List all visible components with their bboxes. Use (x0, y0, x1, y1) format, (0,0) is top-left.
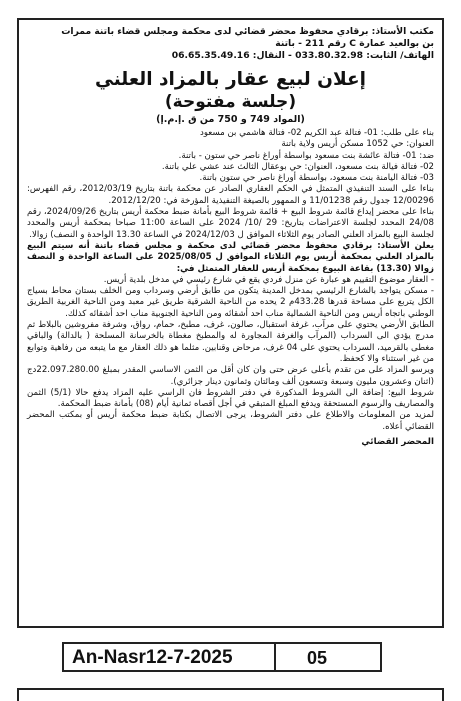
announcement-content (27, 26, 434, 620)
paragraph: 03- فتالة اليامنة بنت مسعود، بواسطة أوراغ ناصر حي ستون باتنة. (199, 173, 434, 184)
office-name: مكتب الأستاذ: برقادي محفوظ محضر قضائي لدى محكمة ومجلس قضاء باتنة ممرات (61, 26, 434, 37)
paragraph: - العقار موضوع التقييم هو عبارة عن منزل فردي يقع في شارع رئيسي في مدخل بلدية أريس. (103, 274, 434, 285)
office-phone: الهاتف/ الثابت: 033.80.32.98 - النقال: 06.65.35.49.16 (171, 50, 434, 61)
announcement-title: إعلان لبيع عقار بالمزاد العلني (95, 69, 366, 90)
paragraph: بناء على طلب: 01- فتالة عبد الكريم 02- فتالة هاشمي بن مسعود (200, 128, 434, 138)
paragraph: شروط البيع: إضافة الى الشروط المذكورة في دفتر الشروط فان الراسي عليه المزاد يدفع حالا (5/1) الثمن والمصاريف والرسوم المستحقة ويدفع المبلغ المتبقي في أجل أقصاه ثمانية أيام (08) بأمانة ضبط المحكمة. (27, 387, 434, 410)
announcement-frame (17, 18, 444, 628)
paragraph: - مسكن يتواجد بالشارع الرئيسي بمدخل المدينة يتكون من طابق أرضي وسرداب ومن الخلف بستان محاط بسياج الكل يتربع على مساحة قدرها 433.28م 2 يحده من الناحية الشرقية طريق غير معبد ومن الناحية الغربية الطريق الوطني باتجاه أريس ومن الناحية الشمالية مناب احد أشقائه ومن الناحية الجنوبية مناب احد أشقائه كذلك. (27, 286, 434, 319)
next-article-border (17, 688, 444, 701)
footer-divider (274, 644, 276, 670)
paragraph: ويرسو المزاد على من تقدم بأعلى عرض حتى وان كان أقل من الثمن الاساسي المقدر بمبلغ 22.097.280.00دج (اثنان وعشرون مليون وسبعة وتسعون ألف ومائتان وثمانون دينار جزائري). (27, 365, 434, 387)
paragraph: الطابق الأرضي يحتوي على مرآب، غرفة استقبال، صالون، غرف، مطبخ، حمام، رواق، وشرفة مفروشين بالبلاط ثم مدرج يؤدي الى السرداب (المرآب والغرفة المجاورة له والمطبخ مغطاة بالخرسانة المسلحة ( بالدالة) والباقي مغطى بالقرميد، السرداب يحتوي على 04 غرف، مرحاض وقنابين. مثلما هو ذلك العقار مع ما يتبعه من رفاهية وتوابع من غير استثناء والا كحفظ. (27, 320, 435, 364)
paragraph: العنوان: حي 1052 مسكن أريس ولاية باتنة (281, 139, 434, 150)
paragraph: لمزيد من المعلومات والاطلاع على دفتر الشروط، يرجى الاتصال بكتابة ضبط محكمة أريس أو بمكتب المحضر القضائي أعلاه. (27, 410, 434, 432)
announcement-body (27, 128, 434, 433)
newspaper-footer (62, 642, 382, 672)
office-address: بن بوالعيد عمارة C رقم 211 - باتنة (275, 38, 434, 49)
law-reference: (المواد 749 و 750 من ق .إ.م.إ) (156, 114, 305, 125)
paragraph: ضد: 01- فتالة عائشة بنت مسعود بواسطة أوراغ ناصر حي ستون - باتنة. (178, 150, 434, 161)
paragraph: بناءا على محضر إيداع قائمة شروط البيع + قائمة شروط البيع بأمانة ضبط محكمة أريس بتاريخ 2024/09/26، رقم 24/08 المحدد لجلسة الاعتراضات بتاريخ: 29 /10/ 2024 على الساعة 11:00 صباحا بمحكمة أريس والمحدد لجلسة البيع بالمزاد العلني الصادر يوم الثلاثاء الموافق ل 2024/12/03 في الساعة 13.30 الواحدة و النصف) زوالا. (27, 207, 434, 240)
paragraph: 02- فتالة فيالة بنت مسعود، العنوان: حي بوعقال الثالث عند عشي علي باتنة. (161, 161, 434, 172)
signature: المحضر القضائي (361, 437, 434, 448)
page-number: 05 (307, 648, 328, 668)
newspaper-date: An-Nasr12-7-2025 (72, 647, 233, 668)
paragraph: يعلن الأستاذ: برقادي محفوظ محضر قضائي لدى محكمة و مجلس قضاء باتنة أنه سيتم البيع بالمزاد العلني بمحكمة أريس يوم الثلاثاء الموافق ل 2025/08/05 على الساعة الواحدة و النصف زوالا (13.30) بقاعة البيوع بمحكمة أريس للعقار المتمثل في: (27, 240, 434, 274)
announcement-subtitle: (جلسة مفتوحة) (164, 92, 297, 112)
paragraph: بناءا على السند التنفيذي المتمثل في الحكم العقاري الصادر عن محكمة باتنة بتاريخ 2012/03/19، رقم الفهرس: 12/00296 جدول رقم 11/01238 و الممهور بالصيغة التنفيذية المؤرخة في: 2012/12/20. (27, 184, 434, 206)
